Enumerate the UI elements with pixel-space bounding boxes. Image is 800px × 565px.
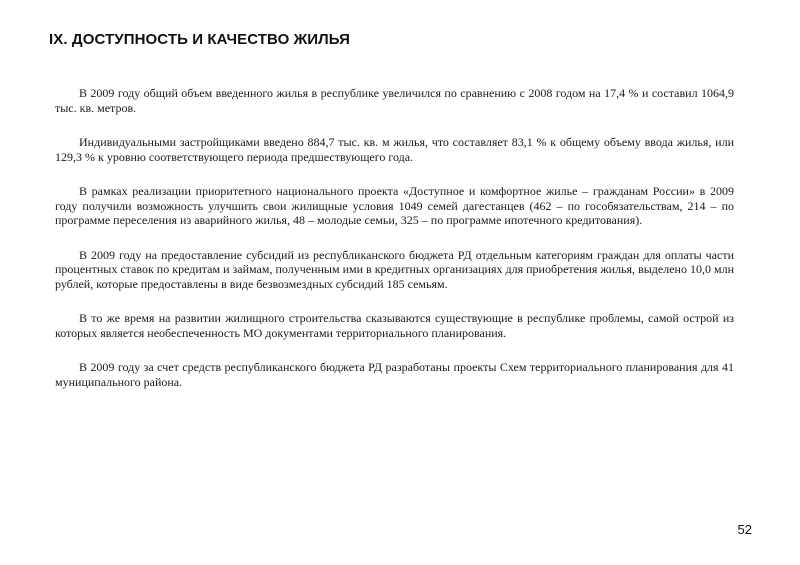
paragraph-national-project: В рамках реализации приоритетного национального проекта «Доступное и комфортное жилье – гражданам России» в 2009 году получили возможность улучшить свои жилищные условия 1049 семей дагестанцев (462 – по гособязательствам, 214 – по программе переселения из аварийного жилья, 48 – молодые семьи, 325 – по программе ипотечного кредитования).	[55, 184, 734, 227]
body-text	[55, 86, 734, 389]
paragraph-individual-builders: Индивидуальными застройщиками введено 884,7 тыс. кв. м жилья, что составляет 83,1 % к общему объему ввода жилья, или 129,3 % к уровню соответствующего периода предшествующего года.	[55, 135, 734, 164]
paragraph-subsidies: В 2009 году на предоставление субсидий из республиканского бюджета РД отдельным категориям граждан для оплаты части процентных ставок по кредитам и займам, полученным ими в кредитных организациях для приобретения жилья, выделено 10,0 млн рублей, которые предоставлены в виде безвозмездных субсидий 185 семьям.	[55, 247, 734, 291]
page-number: 52	[737, 522, 752, 537]
paragraph-territorial-planning: В 2009 году за счет средств республиканского бюджета РД разработаны проекты Схем территориального планирования для 41 муниципального района.	[55, 360, 734, 389]
section-heading: IX. ДОСТУПНОСТЬ И КАЧЕСТВО ЖИЛЬЯ	[49, 31, 350, 48]
paragraph-problems: В то же время на развитии жилищного строительства сказываются существующие в республике проблемы, самой острой из которых является необеспеченность МО документами территориального планирования.	[55, 311, 734, 340]
paragraph-housing-volume: В 2009 году общий объем введенного жилья в республике увеличился по сравнению с 2008 годом на 17,4 % и составил 1064,9 тыс. кв. метров.	[55, 86, 734, 115]
